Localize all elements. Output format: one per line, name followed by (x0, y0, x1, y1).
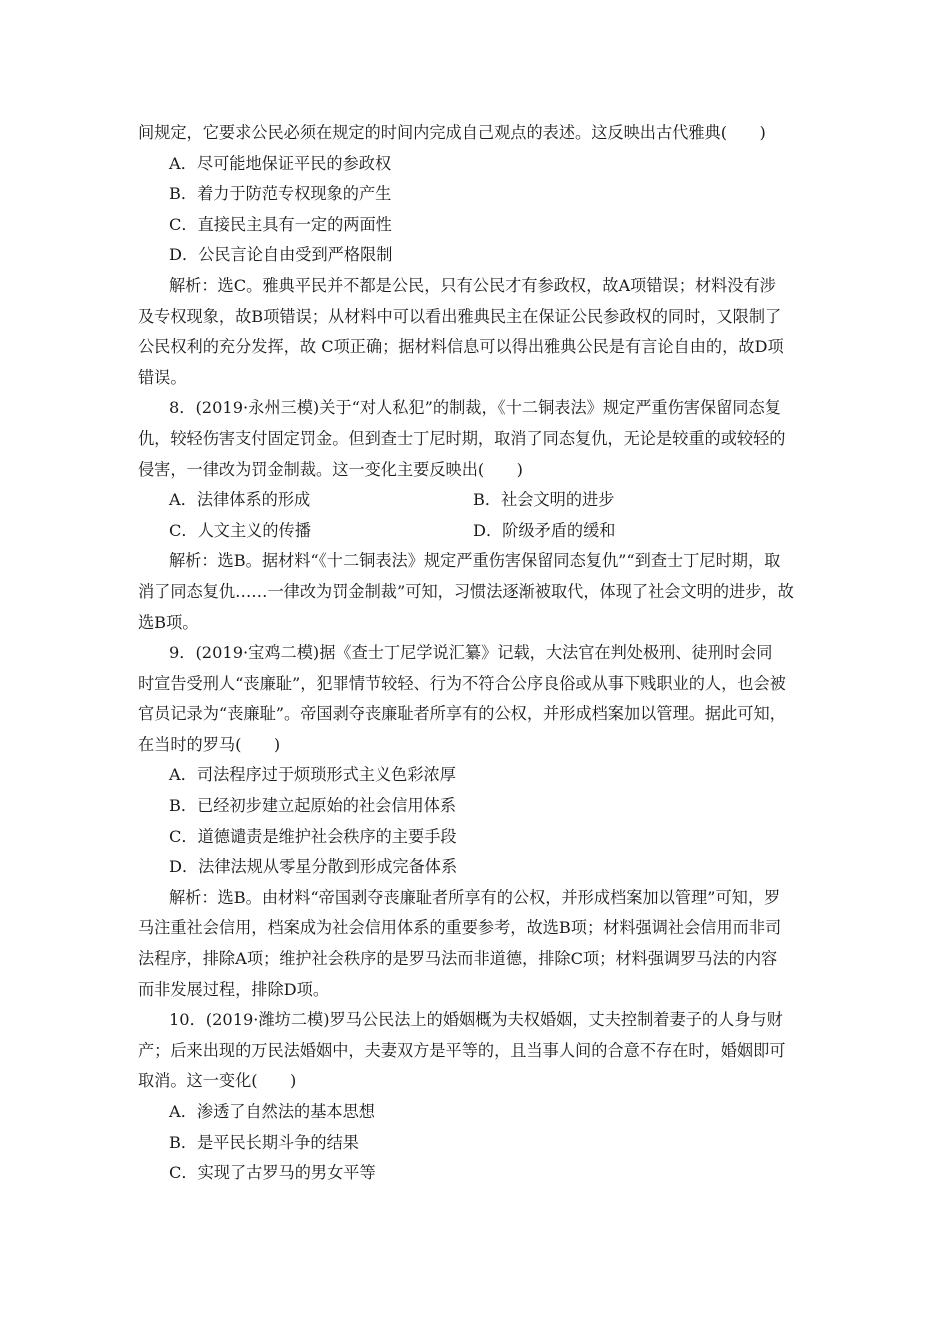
q9-stem-line: 在当时的罗马( ) (138, 734, 281, 754)
document-page (138, 118, 818, 1189)
q9-option-b: B．已经初步建立起原始的社会信用体系 (169, 796, 457, 816)
q7-stem-tail: 间规定，它要求公民必须在规定的时间内完成自己观点的表述。这反映出古代雅典( ) (138, 123, 766, 142)
q9-stem-line: 官员记录为“丧廉耻”。帝国剥夺丧廉耻者所享有的公权，并形成档案加以管理。据此可知， (138, 704, 786, 724)
q7-option-b: B．着力于防范专权现象的产生 (169, 184, 392, 204)
q9-option-a: A．司法程序过于烦琐形式主义色彩浓厚 (169, 765, 456, 785)
q9-analysis-line: 而非发展过程，排除D项。 (138, 979, 330, 999)
q8-option-c: C．人文主义的传播 (169, 520, 311, 540)
q7-analysis-line: 及专权现象，故B项错误；从材料中可以看出雅典民主在保证公民参政权的同时，又限制了 (138, 306, 782, 326)
q9-stem-line: 时宣告受刑人“丧廉耻”，犯罪情节较轻、行为不符合公序良俗或从事下贱职业的人，也会被 (138, 673, 786, 693)
q10-stem-line: 10．(2019·潍坊二模)罗马公民法上的婚姻概为夫权婚姻，丈夫控制着妻子的人身与财 (169, 1010, 783, 1030)
q9-analysis-line: 法程序，排除A项；维护社会秩序的是罗马法而非道德，排除C项；材料强调罗马法的内容 (138, 949, 778, 969)
q10-stem-line: 产；后来出现的万民法婚姻中，夫妻双方是平等的，且当事人间的合意不存在时，婚姻即可 (138, 1040, 786, 1060)
q8-analysis-line: 消了同态复仇……一律改为罚金制裁”可知，习惯法逐渐被取代，体现了社会文明的进步，故 (138, 581, 794, 601)
q7-analysis-line: 公民权利的充分发挥，故 C项正确；据材料信息可以得出雅典公民是有言论自由的，故D项 (138, 337, 784, 357)
q8-analysis-line: 解析：选B。据材料“《十二铜表法》规定严重伤害保留同态复仇”“到查士丁尼时期，取 (169, 551, 781, 571)
q8-option-d: D．阶级矛盾的缓和 (473, 520, 616, 540)
q8-options-row (138, 485, 818, 516)
q8-options-row (138, 516, 818, 547)
q9-option-c: C．道德谴责是维护社会秩序的主要手段 (169, 826, 457, 846)
q8-option-b: B．社会文明的进步 (473, 490, 615, 510)
q10-option-c: C．实现了古罗马的男女平等 (169, 1163, 376, 1183)
q10-option-b: B．是平民长期斗争的结果 (169, 1132, 359, 1152)
q7-analysis-line: 解析：选C。雅典平民并不都是公民，只有公民才有参政权，故A项错误；材料没有涉 (169, 275, 776, 295)
q10-stem-line: 取消。这一变化( ) (138, 1071, 297, 1091)
q7-analysis-line: 错误。 (138, 367, 187, 387)
q7-option-a: A．尽可能地保证平民的参政权 (169, 153, 392, 173)
q7-option-c: C．直接民主具有一定的两面性 (169, 214, 392, 234)
q8-stem-line: 侵害，一律改为罚金制裁。这一变化主要反映出( ) (138, 459, 523, 479)
q9-option-d: D．法律法规从零星分散到形成完备体系 (169, 857, 458, 877)
q9-stem-line: 9．(2019·宝鸡二模)据《查士丁尼学说汇纂》记载，大法官在判处极刑、徒刑时会同 (169, 643, 773, 663)
q9-analysis-line: 马注重社会信用，档案成为社会信用体系的重要参考，故选B项；材料强调社会信用而非司 (138, 918, 782, 938)
q8-analysis-line: 选B项。 (138, 612, 199, 632)
q8-option-a: A．法律体系的形成 (169, 490, 311, 510)
q10-option-a: A．渗透了自然法的基本思想 (169, 1102, 375, 1121)
q9-analysis-line: 解析：选B。由材料“帝国剥夺丧廉耻者所享有的公权，并形成档案加以管理”可知，罗 (169, 887, 781, 907)
q8-stem-line: 8．(2019·永州三模)关于“对人私犯”的制裁，《十二铜表法》规定严重伤害保留同态复 (169, 398, 781, 418)
q8-stem-line: 仇，较轻伤害支付固定罚金。但到查士丁尼时期，取消了同态复仇，无论是较重的或较轻的 (138, 428, 786, 448)
q7-option-d: D．公民言论自由受到严格限制 (169, 245, 393, 265)
